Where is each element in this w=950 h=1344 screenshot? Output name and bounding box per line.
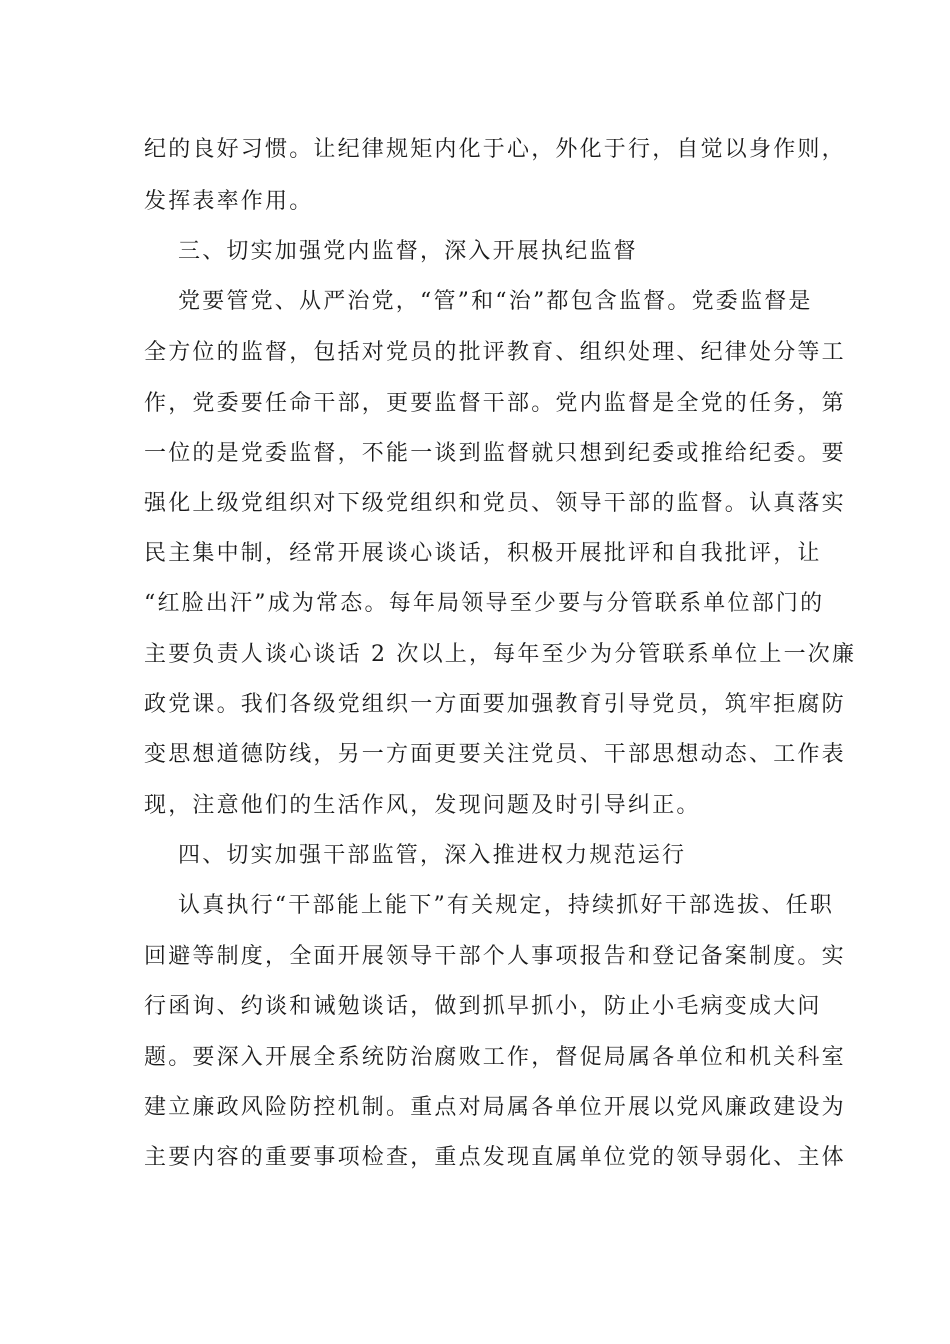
text-line: 民主集中制，经常开展谈心谈话，积极开展批评和自我批评，让 [144, 541, 822, 566]
section-heading-3: 三、切实加强党内监督，深入开展执纪监督 [178, 239, 638, 264]
text-line: 建立廉政风险防控机制。重点对局属各单位开展以党风廉政建设为 [144, 1095, 846, 1120]
text-line: 党要管党、从严治党，“管”和“治”都包含监督。党委监督是 [178, 289, 813, 314]
text-line: 纪的良好习惯。让纪律规矩内化于心，外化于行，自觉以身作则， [144, 137, 846, 162]
text-line: 行函询、约谈和诫勉谈话，做到抓早抓小，防止小毛病变成大问 [144, 994, 822, 1019]
text-line: 全方位的监督，包括对党员的批评教育、组织处理、纪律处分等工 [144, 340, 846, 365]
text-line: 主要内容的重要事项检查，重点发现直属单位党的领导弱化、主体 [144, 1145, 846, 1170]
text-line: 一位的是党委监督，不能一谈到监督就只想到纪委或推给纪委。要 [144, 441, 846, 466]
text-line: 主要负责人谈心谈话 2 次以上，每年至少为分管联系单位上一次廉 [144, 642, 857, 667]
text-line: 政党课。我们各级党组织一方面要加强教育引导党员，筑牢拒腐防 [144, 692, 846, 717]
text-line: 作，党委要任命干部，更要监督干部。党内监督是全党的任务，第 [144, 391, 846, 416]
text-line: 发挥表率作用。 [144, 189, 314, 214]
section-heading-4: 四、切实加强干部监管，深入推进权力规范运行 [178, 843, 687, 868]
text-line: 变思想道德防线，另一方面更要关注党员、干部思想动态、工作表 [144, 742, 846, 767]
text-line: 强化上级党组织对下级党组织和党员、领导干部的监督。认真落实 [144, 491, 846, 516]
text-line: 题。要深入开展全系统防治腐败工作，督促局属各单位和机关科室 [144, 1045, 846, 1070]
text-line: “红脸出汗”成为常态。每年局领导至少要与分管联系单位部门的 [144, 591, 825, 616]
text-line: 认真执行“干部能上能下”有关规定，持续抓好干部选拔、任职 [178, 893, 835, 918]
text-line: 回避等制度，全面开展领导干部个人事项报告和登记备案制度。实 [144, 944, 846, 969]
text-line: 现，注意他们的生活作风，发现问题及时引导纠正。 [144, 793, 701, 818]
